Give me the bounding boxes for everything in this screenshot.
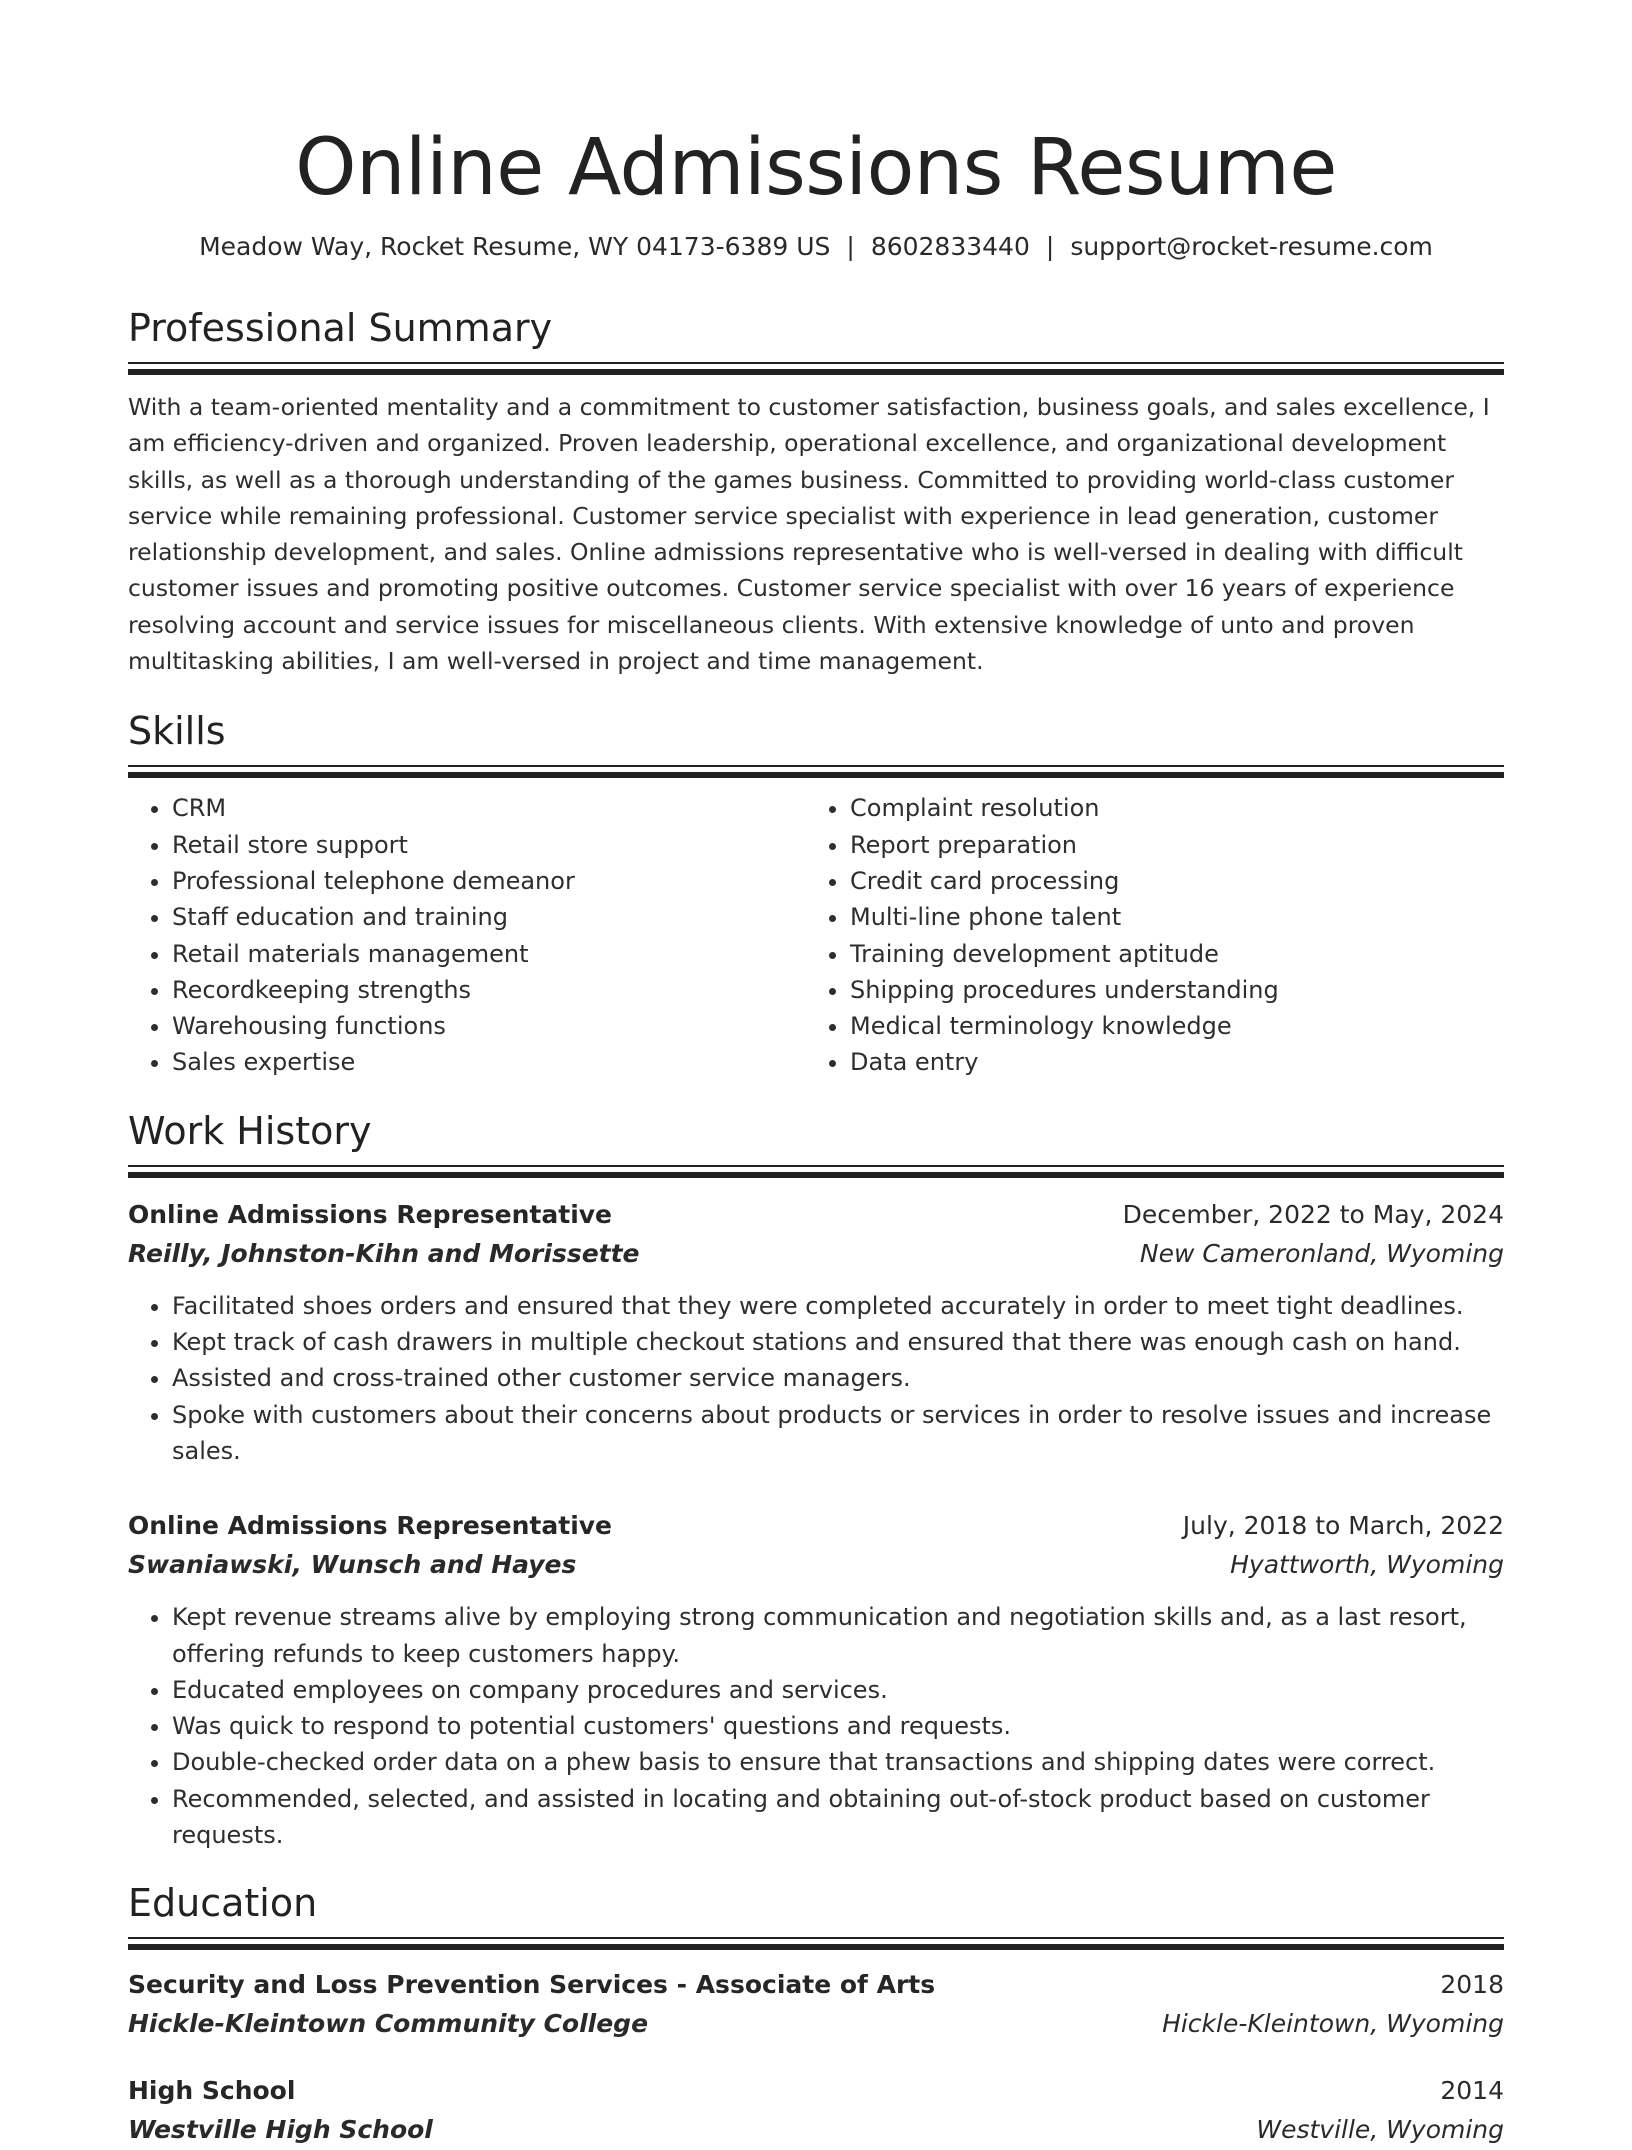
job-bullet: • Recommended, selected, and assisted in locating and obtaining out-of-stock product based on customer requests. <box>172 1781 1504 1854</box>
summary-section <box>128 304 1504 679</box>
job-company-row <box>128 1234 1504 1274</box>
education-year: 2018 <box>1440 1970 1504 2000</box>
job-bullet: • Was quick to respond to potential customers' questions and requests. <box>172 1708 1504 1744</box>
skill-item: • Retail materials management <box>172 936 806 972</box>
job-bullet: • Assisted and cross-trained other customer service managers. <box>172 1360 1504 1396</box>
skill-item: • Shipping procedures understanding <box>850 972 1484 1008</box>
skills-grid <box>128 790 1504 1080</box>
job-title: Online Admissions Representative <box>128 1199 613 1229</box>
job-bullets <box>128 1288 1504 1469</box>
education-heading: Education <box>128 1881 318 1926</box>
skill-item: • Report preparation <box>850 827 1484 863</box>
education-degree: Security and Loss Prevention Services - Associate of Arts <box>128 1970 936 2000</box>
skills-section <box>128 707 1504 1080</box>
skill-item: • Data entry <box>850 1044 1484 1080</box>
education-header-row <box>128 1966 1504 2004</box>
job-bullet: • Kept track of cash drawers in multiple checkout stations and ensured that there was enough cash on hand. <box>172 1324 1504 1360</box>
resume-page <box>128 120 1504 2150</box>
work-history-section <box>128 1107 1504 1854</box>
job-bullet: • Double-checked order data on a phew basis to ensure that transactions and shipping dates were correct. <box>172 1744 1504 1780</box>
job-dates: December, 2022 to May, 2024 <box>1122 1199 1504 1229</box>
skill-item: • Multi-line phone talent <box>850 899 1484 935</box>
job-entry <box>128 1196 1504 1469</box>
skill-item: • Sales expertise <box>172 1044 806 1080</box>
resume-name: Online Admissions Resume <box>295 123 1337 213</box>
job-bullet: • Kept revenue streams alive by employing strong communication and negotiation skills and, as a last resort, offering refunds to keep customers happy. <box>172 1599 1504 1672</box>
skills-heading: Skills <box>128 709 226 754</box>
education-section <box>128 1879 1504 2150</box>
job-bullet: • Spoke with customers about their concerns about products or services in order to resolve issues and increase sales. <box>172 1397 1504 1470</box>
education-location: Hickle-Kleintown, Wyoming <box>1162 2009 1504 2039</box>
skill-item: • Professional telephone demeanor <box>172 863 806 899</box>
job-location: New Cameronland, Wyoming <box>1139 1238 1504 1268</box>
job-bullets <box>128 1599 1504 1853</box>
skill-item: • Staff education and training <box>172 899 806 935</box>
education-location: Westville, Wyoming <box>1256 2115 1504 2145</box>
contact-phone: 8602833440 <box>870 232 1030 261</box>
education-entry <box>128 2072 1504 2150</box>
contact-address: Meadow Way, Rocket Resume, WY 04173-6389 US <box>199 232 831 261</box>
section-divider <box>128 765 1504 778</box>
skill-item: • Medical terminology knowledge <box>850 1008 1484 1044</box>
job-location: Hyattworth, Wyoming <box>1230 1550 1504 1580</box>
job-bullet: • Educated employees on company procedures and services. <box>172 1672 1504 1708</box>
section-divider <box>128 362 1504 375</box>
job-header-row <box>128 1507 1504 1545</box>
job-title: Online Admissions Representative <box>128 1511 613 1541</box>
skills-column-right <box>806 790 1484 1080</box>
skill-item: • Warehousing functions <box>172 1008 806 1044</box>
section-divider <box>128 1165 1504 1178</box>
job-company: Swaniawski, Wunsch and Hayes <box>128 1550 577 1580</box>
skill-item: • CRM <box>172 790 806 826</box>
skill-item: • Retail store support <box>172 827 806 863</box>
job-company-row <box>128 1545 1504 1585</box>
job-entry <box>128 1507 1504 1853</box>
skills-column-left <box>128 790 806 1080</box>
contact-email: support@rocket-resume.com <box>1070 232 1433 261</box>
contact-line <box>128 230 1504 264</box>
job-company: Reilly, Johnston-Kihn and Morissette <box>128 1238 640 1268</box>
education-degree: High School <box>128 2076 296 2106</box>
contact-separator: | <box>1045 232 1055 261</box>
job-bullet: • Facilitated shoes orders and ensured that they were completed accurately in order to meet tight deadlines. <box>172 1288 1504 1324</box>
job-dates: July, 2018 to March, 2022 <box>1182 1511 1504 1541</box>
skill-item: • Credit card processing <box>850 863 1484 899</box>
job-header-row <box>128 1196 1504 1234</box>
work-history-heading: Work History <box>128 1108 372 1153</box>
summary-heading: Professional Summary <box>128 306 553 350</box>
education-entry <box>128 1966 1504 2044</box>
education-school: Hickle-Kleintown Community College <box>128 2009 649 2039</box>
education-school: Westville High School <box>128 2115 433 2145</box>
education-year: 2014 <box>1440 2076 1504 2106</box>
education-school-row <box>128 2004 1504 2044</box>
skill-item: • Complaint resolution <box>850 790 1484 826</box>
skill-item: • Training development aptitude <box>850 936 1484 972</box>
education-header-row <box>128 2072 1504 2110</box>
contact-separator: | <box>846 232 855 261</box>
section-divider <box>128 1937 1504 1950</box>
education-school-row <box>128 2110 1504 2150</box>
summary-text: With a team-oriented mentality and a commitment to customer satisfaction, business goals, and sales excellence, I am efficiency-driven and organized. Proven leadership, operational excellence, and organizational development skills, as well as a thorough understanding of the games business. Committed to providing world-class customer service while remaining professional. Customer service specialist with experience in lead generation, customer relationship development, and sales. Online admissions representative who is well-versed in dealing with difficult customer issues and promoting positive outcomes. Customer service specialist with over 16 years of experience resolving account and service issues for miscellaneous clients. With extensive knowledge of unto and proven multitasking abilities, I am well-versed in project and time management. <box>128 393 1490 676</box>
skill-item: • Recordkeeping strengths <box>172 972 806 1008</box>
